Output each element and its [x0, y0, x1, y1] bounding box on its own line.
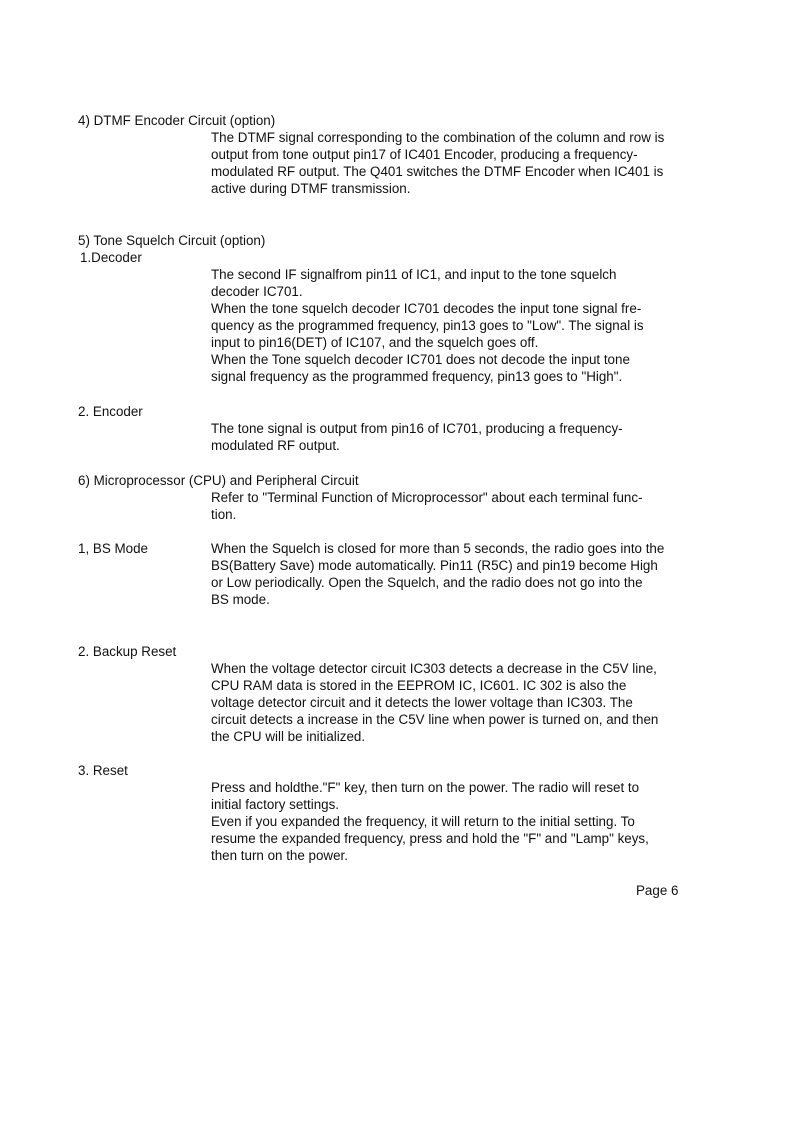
decoder-line: The second IF signalfrom pin11 of IC1, and input to the tone squelch: [211, 267, 617, 282]
reset-line: then turn on the power.: [211, 848, 348, 863]
bs-mode-line: When the Squelch is closed for more than 5 seconds, the radio goes into the: [211, 541, 665, 556]
tone-squelch-heading: 5) Tone Squelch Circuit (option): [78, 233, 266, 248]
decoder-line: input to pin16(DET) of IC107, and the squelch goes off.: [211, 335, 539, 350]
bs-mode-heading: 1, BS Mode: [78, 541, 148, 556]
microprocessor-line: tion.: [211, 507, 237, 522]
dtmf-encoder-heading: 4) DTMF Encoder Circuit (option): [78, 113, 276, 128]
dtmf-encoder-line: output from tone output pin17 of IC401 Encoder, producing a frequency-: [211, 147, 638, 162]
page-number: Page 6: [636, 883, 679, 898]
encoder-line: modulated RF output.: [211, 438, 340, 453]
decoder-line: signal frequency as the programmed frequency, pin13 goes to "High".: [211, 369, 623, 384]
bs-mode-line: or Low periodically. Open the Squelch, and the radio does not go into the: [211, 575, 643, 590]
decoder-subheading: 1.Decoder: [80, 250, 142, 265]
decoder-line: When the tone squelch decoder IC701 decodes the input tone signal fre-: [211, 301, 642, 316]
microprocessor-line: Refer to "Terminal Function of Microprocessor" about each terminal func-: [211, 490, 643, 505]
dtmf-encoder-line: modulated RF output. The Q401 switches the DTMF Encoder when IC401 is: [211, 164, 664, 179]
bs-mode-line: BS mode.: [211, 592, 270, 607]
dtmf-encoder-line: The DTMF signal corresponding to the combination of the column and row is: [211, 130, 665, 145]
backup-reset-line: the CPU will be initialized.: [211, 729, 366, 744]
backup-reset-line: CPU RAM data is stored in the EEPROM IC, IC601. IC 302 is also the: [211, 678, 627, 693]
backup-reset-heading: 2. Backup Reset: [78, 644, 177, 659]
bs-mode-line: BS(Battery Save) mode automatically. Pin11 (R5C) and pin19 become High: [211, 558, 658, 573]
encoder-line: The tone signal is output from pin16 of IC701, producing a frequency-: [211, 421, 623, 436]
reset-line: Even if you expanded the frequency, it will return to the initial setting. To: [211, 814, 635, 829]
reset-line: initial factory settings.: [211, 797, 340, 812]
backup-reset-line: When the voltage detector circuit IC303 detects a decrease in the C5V line,: [211, 661, 657, 676]
backup-reset-line: circuit detects a increase in the C5V line when power is turned on, and then: [211, 712, 659, 727]
decoder-line: When the Tone squelch decoder IC701 does not decode the input tone: [211, 352, 630, 367]
decoder-line: quency as the programmed frequency, pin13 goes to "Low". The signal is: [211, 318, 644, 333]
dtmf-encoder-line: active during DTMF transmission.: [211, 181, 411, 196]
encoder-heading: 2. Encoder: [78, 404, 143, 419]
reset-line: Press and holdthe."F" key, then turn on the power. The radio will reset to: [211, 780, 640, 795]
reset-heading: 3. Reset: [78, 763, 128, 778]
decoder-line: decoder IC701.: [211, 284, 303, 299]
microprocessor-heading: 6) Microprocessor (CPU) and Peripheral Circuit: [78, 473, 359, 488]
backup-reset-line: voltage detector circuit and it detects the lower voltage than IC303. The: [211, 695, 633, 710]
reset-line: resume the expanded frequency, press and hold the "F" and "Lamp" keys,: [211, 831, 649, 846]
